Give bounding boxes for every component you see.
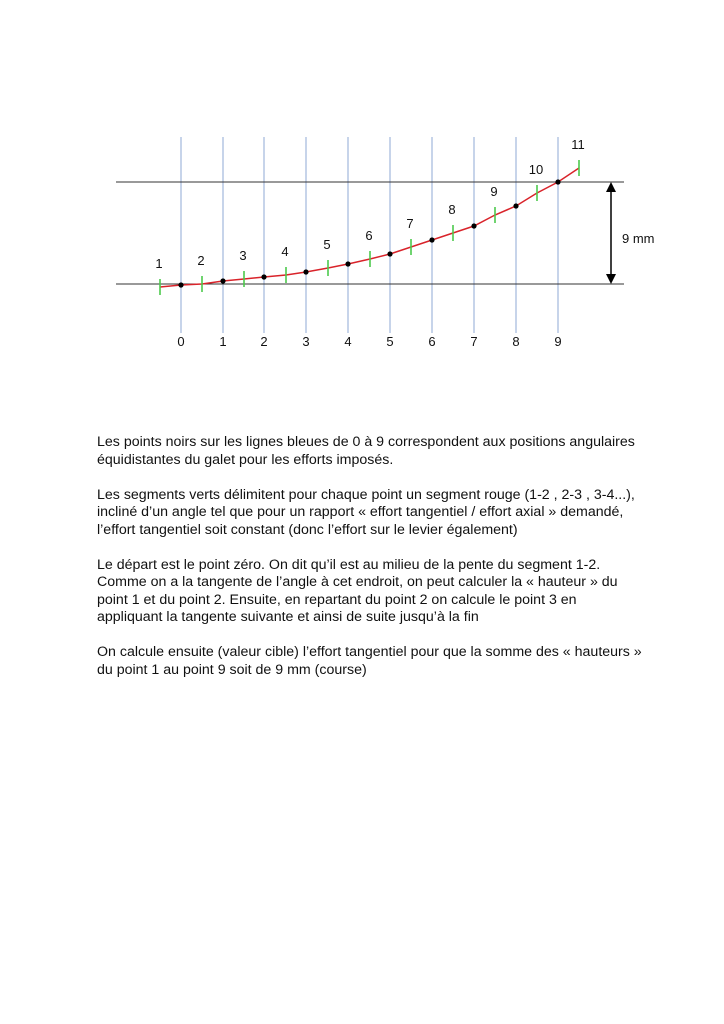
paragraph-target: On calcule ensuite (valeur cible) l’effort tangentiel pour que la somme des « hauteurs » du point 1 au point 9 soit de 9 mm (course): [97, 644, 642, 678]
position-label: 8: [512, 334, 520, 349]
position-point-8: [513, 203, 518, 208]
explanation-text: [97, 434, 677, 697]
cam-profile-diagram: [0, 0, 724, 380]
position-point-7: [471, 223, 476, 228]
paragraph-segments: Les segments verts délimitent pour chaque point un segment rouge (1-2 , 2-3 , 3-4...), incliné d’un angle tel que pour un rapport « effort tangentiel / effort axial » demandé, l’effort tangentiel soit constant (donc l’effort sur le levier également): [97, 486, 635, 538]
segment-label: 8: [448, 202, 456, 217]
segment-label: 10: [528, 162, 544, 177]
segment-label: 3: [239, 248, 247, 263]
position-point-1: [220, 278, 225, 283]
position-label: 6: [428, 334, 436, 349]
position-point-4: [345, 261, 350, 266]
segment-label: 11: [571, 137, 585, 152]
segment-label: 4: [281, 244, 289, 259]
segment-label: 1: [155, 256, 163, 271]
paragraph-points: Les points noirs sur les lignes bleues de 0 à 9 correspondent aux positions angulaires équidistantes du galet pour les efforts imposés.: [97, 434, 635, 468]
segment-label: 2: [197, 253, 205, 268]
position-label: 1: [219, 334, 227, 349]
position-label: 5: [386, 334, 394, 349]
position-label: 2: [260, 334, 268, 349]
segment-label: 5: [323, 237, 331, 252]
segment-label: 6: [365, 228, 373, 243]
position-point-2: [261, 274, 266, 279]
position-label: 4: [344, 334, 352, 349]
position-label: 7: [470, 334, 478, 349]
position-axis-labels: [177, 334, 561, 349]
position-point-0: [178, 282, 183, 287]
segment-label: 7: [406, 216, 414, 231]
position-point-3: [303, 269, 308, 274]
position-point-6: [429, 237, 434, 242]
dimension-arrow: [606, 182, 616, 284]
segment-label: 9: [490, 184, 498, 199]
paragraph-start: Le départ est le point zéro. On dit qu’il est au milieu de la pente du segment 1-2. Comme on a la tangente de l’angle à cet endroit, on peut calculer la « hauteur » du point 1 et du point 2. Ensuite, en repartant du point 2 on calcule le point 3 en appliquant la tangente suivante et ainsi de suite jusqu’à la fin: [97, 556, 618, 625]
position-point-5: [387, 251, 392, 256]
position-point-9: [555, 179, 560, 184]
position-label: 3: [302, 334, 310, 349]
position-label: 9: [554, 334, 562, 349]
dimension-label: 9 mm: [622, 231, 655, 246]
position-label: 0: [177, 334, 185, 349]
